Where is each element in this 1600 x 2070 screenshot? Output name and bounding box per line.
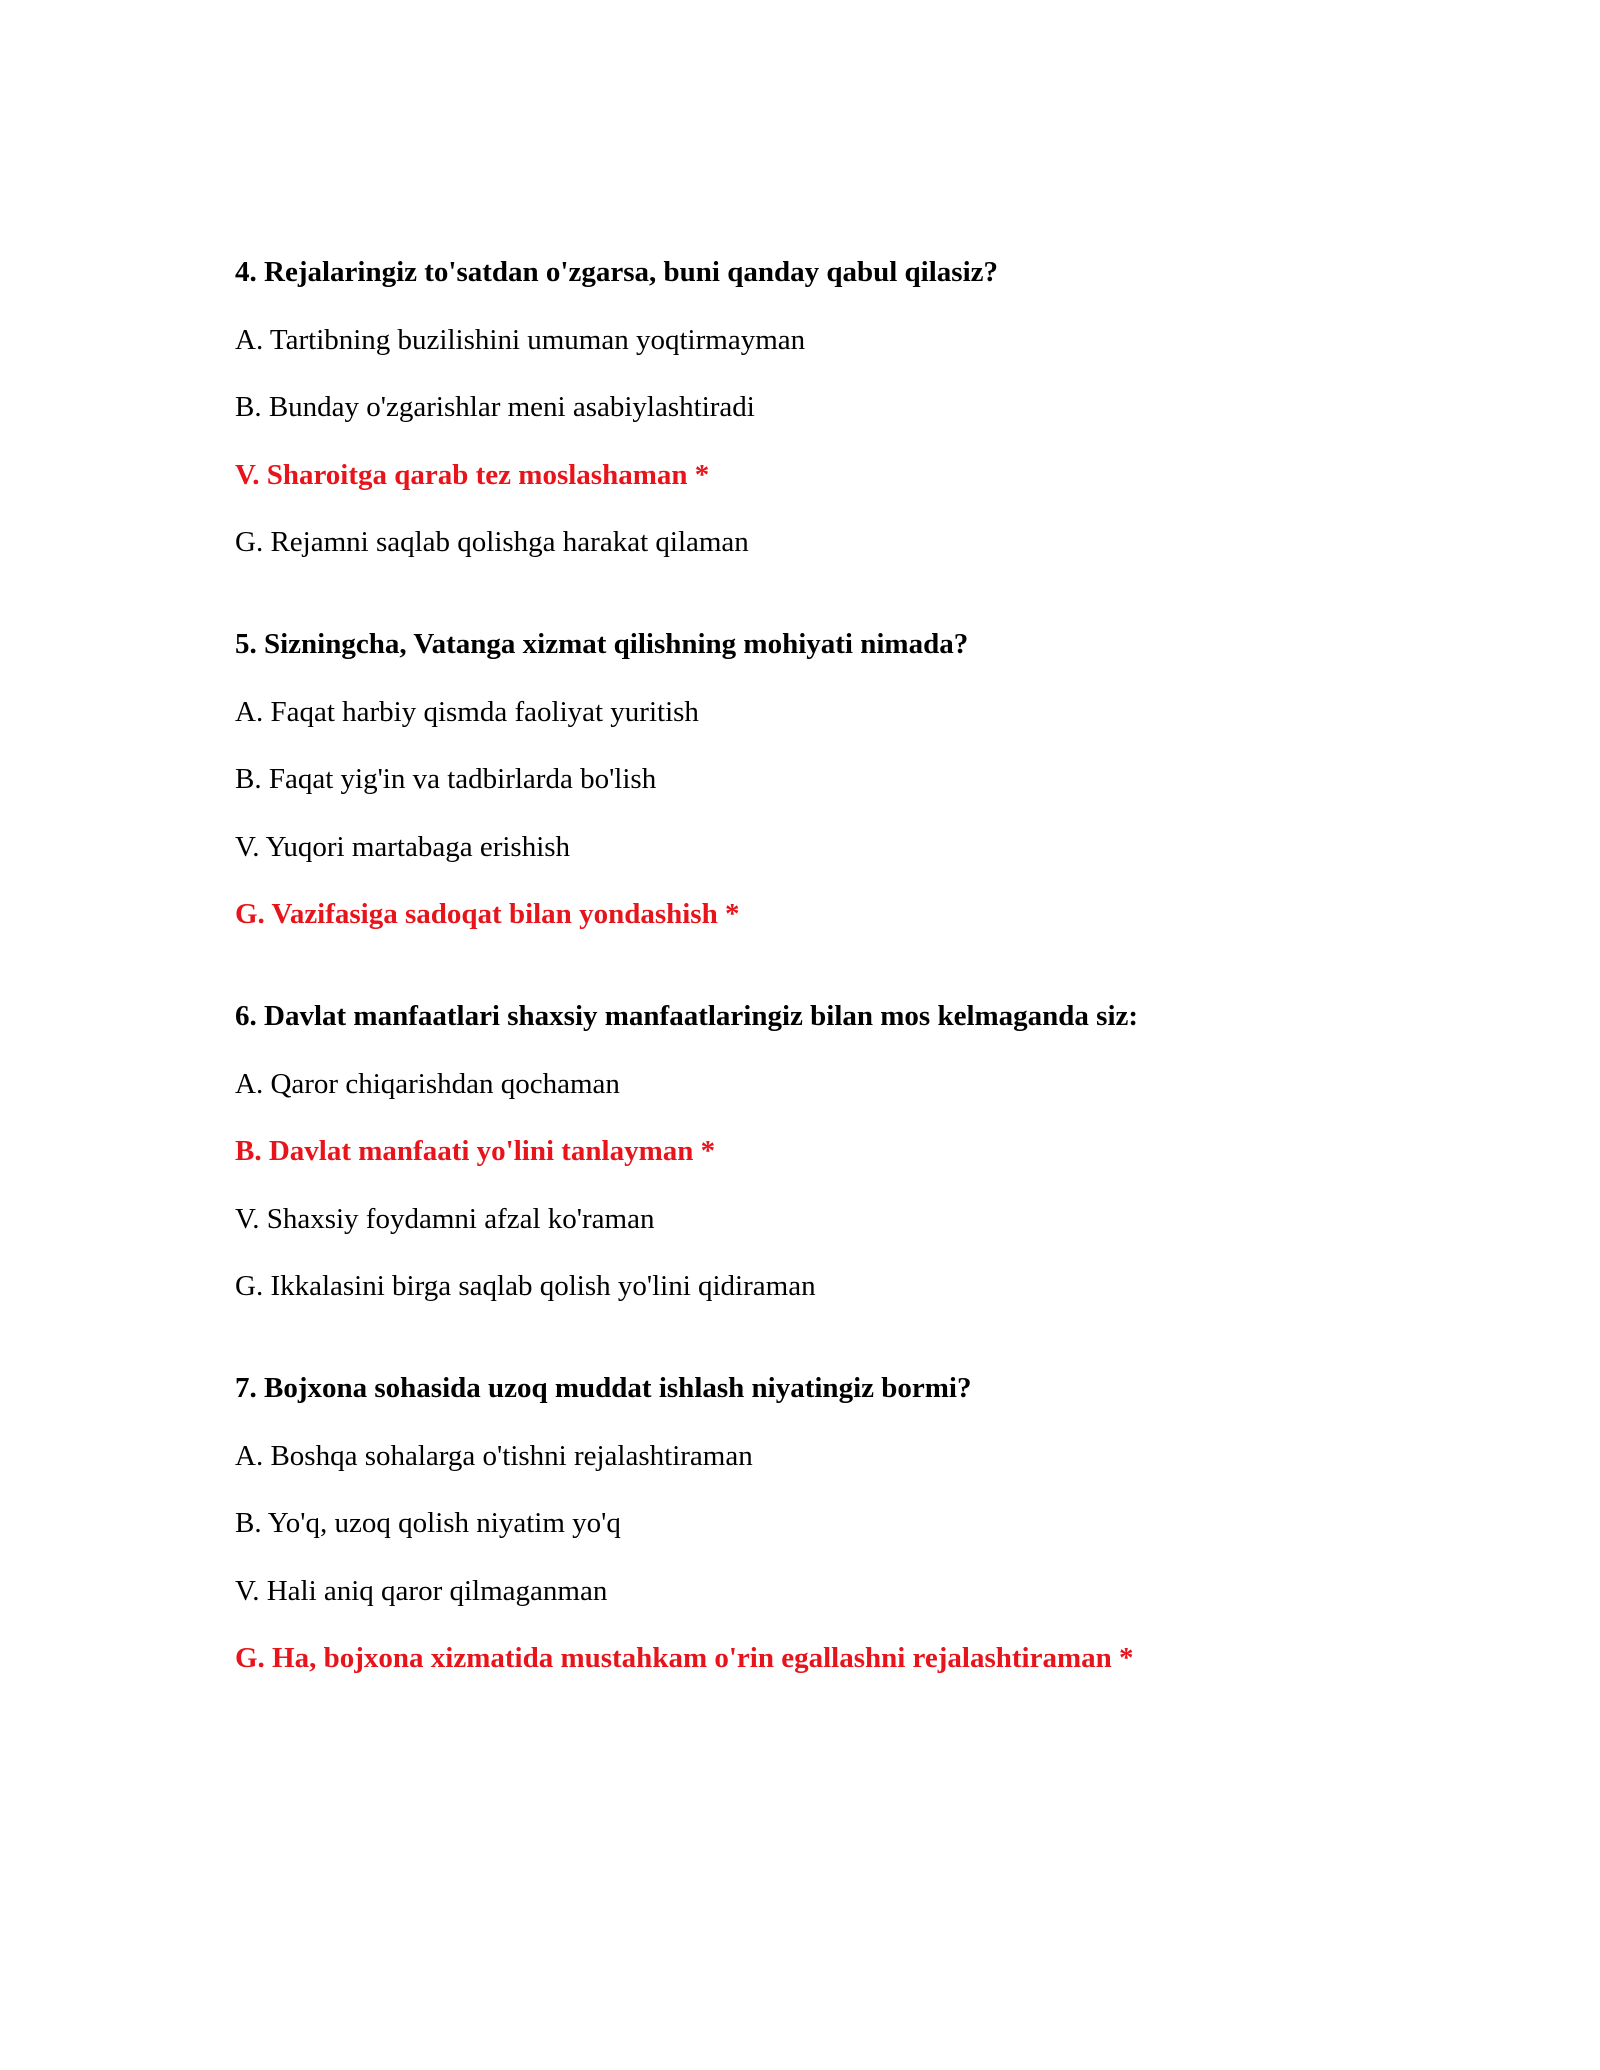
question-block-6 [235, 999, 1435, 1303]
question-block-4 [235, 255, 1435, 559]
correct-answer-option: G. Vazifasiga sadoqat bilan yondashish * [235, 898, 740, 930]
question-list [235, 255, 1435, 1743]
answer-option: B. Yo'q, uzoq qolish niyatim yo'q [235, 1507, 621, 1539]
answer-option: G. Rejamni saqlab qolishga harakat qilaman [235, 526, 749, 558]
answer-option: V. Shaxsiy foydamni afzal ko'raman [235, 1202, 655, 1235]
answer-option: B. Bunday o'zgarishlar meni asabiylashtiradi [235, 391, 755, 423]
correct-answer-option: V. Sharoitga qarab tez moslashaman * [235, 458, 710, 491]
answer-option: A. Tartibning buzilishini umuman yoqtirmayman [235, 323, 806, 356]
question-block-5 [235, 627, 1435, 931]
answer-option: A. Faqat harbiy qismda faoliyat yuritish [235, 695, 699, 728]
correct-answer-option: G. Ha, bojxona xizmatida mustahkam o'rin egallashni rejalashtiraman * [235, 1642, 1134, 1674]
answer-option: A. Boshqa sohalarga o'tishni rejalashtiraman [235, 1439, 753, 1472]
answer-option: V. Hali aniq qaror qilmaganman [235, 1574, 608, 1607]
answer-option: B. Faqat yig'in va tadbirlarda bo'lish [235, 763, 657, 795]
question-block-7 [235, 1371, 1435, 1675]
answer-option: V. Yuqori martabaga erishish [235, 830, 571, 863]
question-title: 4. Rejalaringiz to'satdan o'zgarsa, buni qanday qabul qilasiz? [235, 256, 998, 288]
correct-answer-option: B. Davlat manfaati yo'lini tanlayman * [235, 1135, 716, 1167]
question-title: 6. Davlat manfaatlari shaxsiy manfaatlaringiz bilan mos kelmaganda siz: [235, 1000, 1139, 1032]
question-title: 5. Sizningcha, Vatanga xizmat qilishning mohiyati nimada? [235, 628, 969, 660]
question-title: 7. Bojxona sohasida uzoq muddat ishlash niyatingiz bormi? [235, 1372, 972, 1404]
answer-option: A. Qaror chiqarishdan qochaman [235, 1067, 620, 1100]
answer-option: G. Ikkalasini birga saqlab qolish yo'lini qidiraman [235, 1270, 816, 1302]
